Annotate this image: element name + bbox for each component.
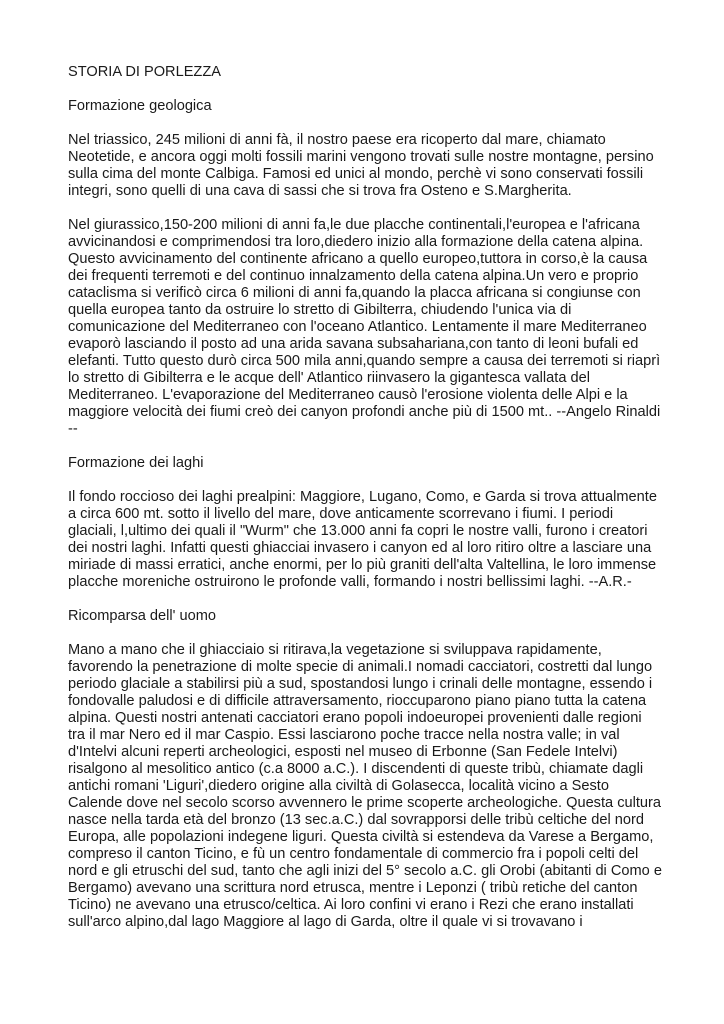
section-heading-geologica: Formazione geologica (68, 98, 212, 114)
section-heading-laghi: Formazione dei laghi (68, 455, 204, 471)
document-page (68, 64, 662, 948)
paragraph-uomo: Mano a mano che il ghiacciaio si ritirava,la vegetazione si sviluppava rapidamente, favorendo la penetrazione di molte specie di animali.I nomadi cacciatori, costretti dal lungo periodo glaciale a stabilirsi più a sud, spostandosi lungo i crinali delle montagne, essendo i fondovalle paludosi e di difficile attraversamento, rioccuparono piano piano tutta la catena alpina. Questi nostri antenati cacciatori erano popoli indoeuropei provenienti dalle regioni tra il mar Nero ed il mar Caspio. Essi lasciarono poche tracce nella nostra valle; in val d'Intelvi alcuni reperti archeologici, esposti nel museo di Erbonne (San Fedele Intelvi) risalgono al mesolitico antico (c.a 8000 a.C.). I discendenti di queste tribù, chiamate dagli antichi romani 'Liguri',diedero origine alla civiltà di Golasecca, località vicino a Sesto Calende dove nel secolo scorso avvennero le prime scoperte archeologiche. Questa cultura nasce nella tarda età del bronzo (13 sec.a.C.) dal sovrapporsi delle tribù celtiche del nord Europa, alle popolazioni indegene liguri. Questa civiltà si estendeva da Varese a Bergamo, compreso il canton Ticino, e fù un centro fondamentale di commercio fra i popoli celti del nord e gli etruschi del sud, tanto che agli inizi del 5° secolo a.C. gli Orobi (abitanti di Como e Bergamo) avevano una scrittura nord etrusca, mentre i Leponzi ( tribù retiche del canton Ticino) ne avevano una etrusco/celtica. Ai loro confini vi erano i Rezi che erano installati sull'arco alpino,dal lago Maggiore al lago di Garda, oltre il quale vi si trovavano i (68, 642, 662, 930)
document-title: STORIA DI PORLEZZA (68, 64, 221, 80)
paragraph-giurassico: Nel giurassico,150-200 milioni di anni fa,le due placche continentali,l'europea e l'africana avvicinandosi e comprimendosi tra loro,diedero inizio alla formazione della catena alpina. Questo avvicinamento del continente africano a quello europeo,tuttora in corso,è la causa dei frequenti terremoti e del continuo innalzamento della catena alpina.Un vero e proprio cataclisma si verificò circa 6 milioni di anni fa,quando la placca africana si congiunse con quella europea tanto da ostruire lo stretto di Gibilterra, chiudendo l'unica via di comunicazione del Mediterraneo con l'oceano Atlantico. Lentamente il mare Mediterraneo evaporò lasciando il posto ad una arida savana subsahariana,con tanto di leoni bufali ed elefanti. Tutto questo durò circa 500 mila anni,quando sempre a causa dei terremoti si riaprì lo stretto di Gibilterra e le acque dell' Atlantico riinvasero la gigantesca vallata del Mediterraneo. L'evaporazione del Mediterraneo causò l'erosione violenta delle Alpi e la maggiore velocità dei fiumi creò dei canyon profondi anche più di 1500 mt.. --Angelo Rinaldi -- (68, 217, 661, 437)
paragraph-laghi: Il fondo roccioso dei laghi prealpini: Maggiore, Lugano, Como, e Garda si trova attualmente a circa 600 mt. sotto il livello del mare, dove anticamente scorrevano i fiumi. I periodi glaciali, l,ultimo dei quali il "Wurm" che 13.000 anni fa copri le nostre valli, furono i creatori dei nostri laghi. Infatti questi ghiacciai invasero i canyon ed al loro ritiro oltre a lasciare una miriade di massi erratici, anche enormi, per lo più graniti dell'alta Valtellina, le loro immense placche moreniche ostruirono le profonde valli, formando i nostri bellissimi laghi. --A.R.- (68, 489, 657, 590)
paragraph-triassico: Nel triassico, 245 milioni di anni fà, il nostro paese era ricoperto dal mare, chiamato Neotetide, e ancora oggi molti fossili marini vengono trovati sulle nostre montagne, persino sulla cima del monte Calbiga. Famosi ed unici al mondo, perchè vi sono conservati fossili integri, sono quelli di una cava di sassi che si trova fra Osteno e S.Margherita. (68, 132, 654, 199)
section-heading-uomo: Ricomparsa dell' uomo (68, 608, 216, 624)
